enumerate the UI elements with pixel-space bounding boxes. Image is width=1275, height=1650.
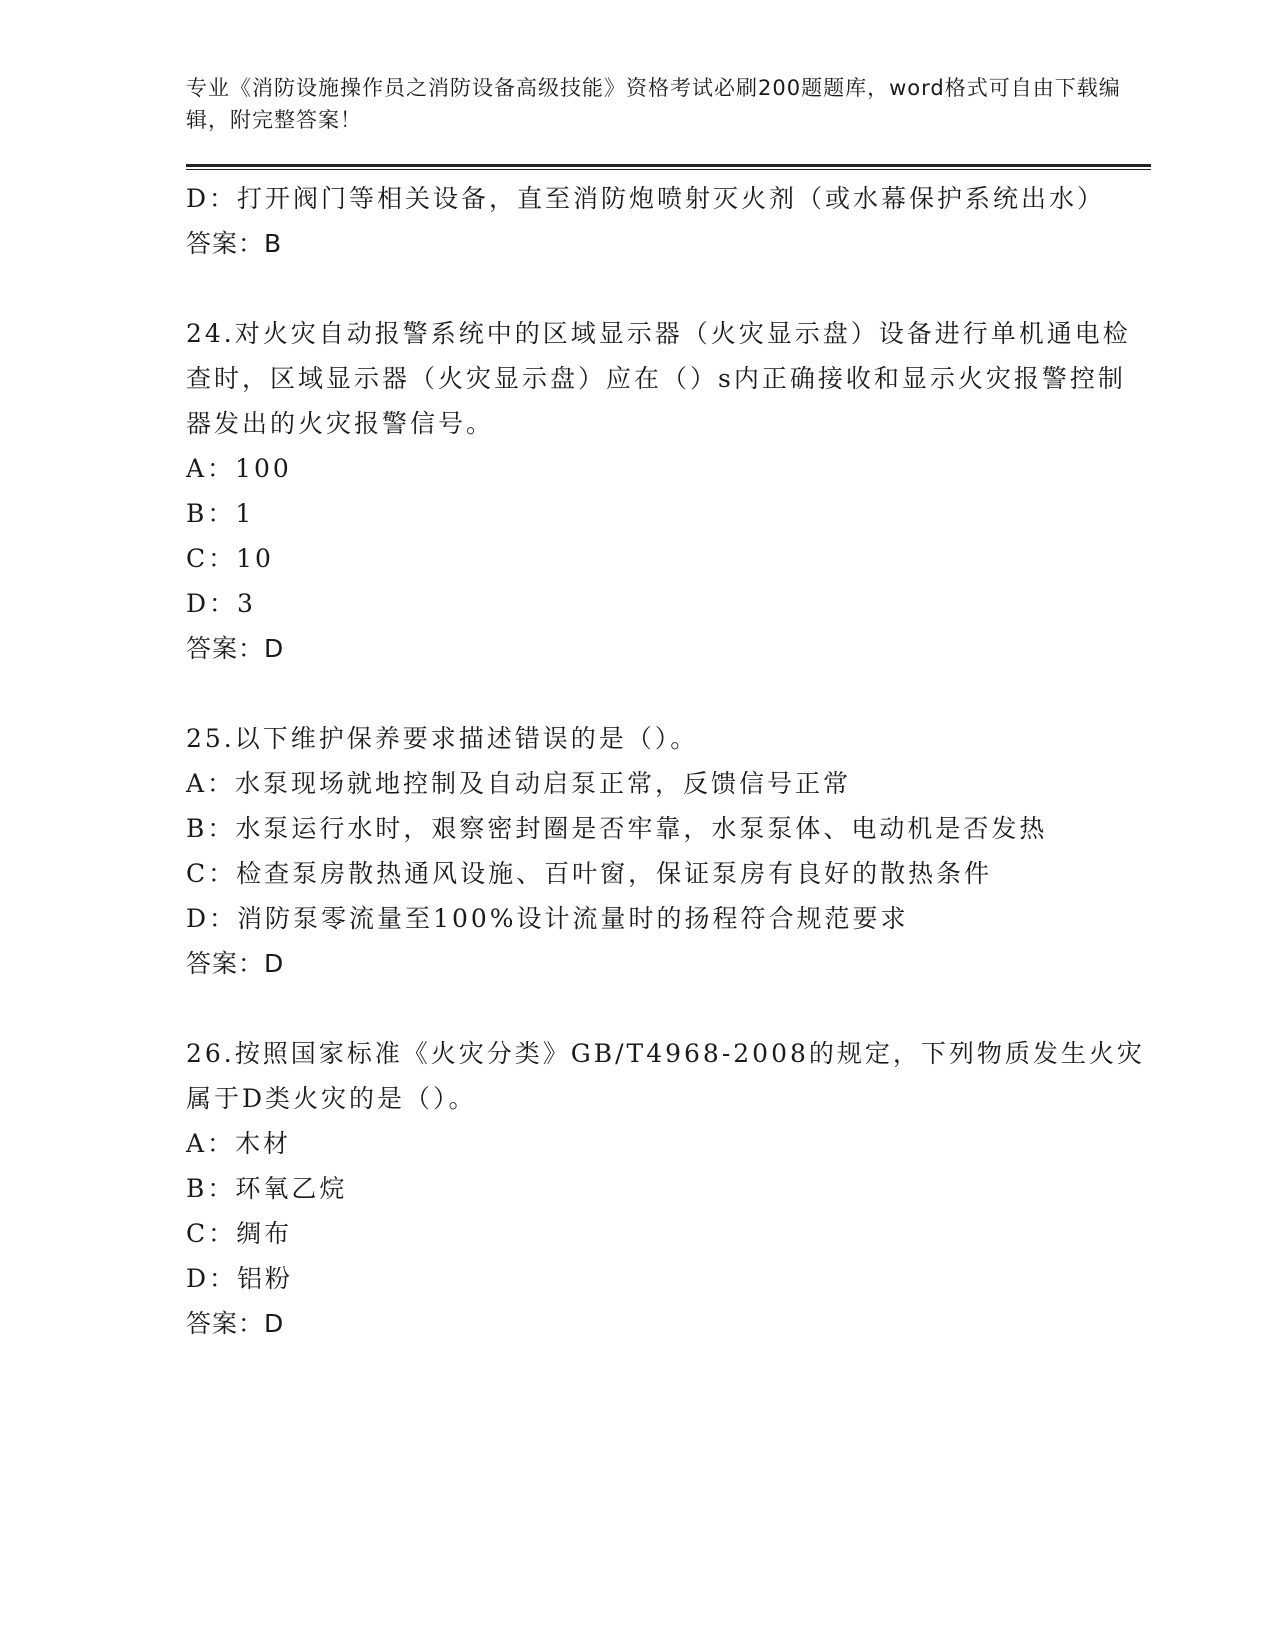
option-b: B：环氧乙烷 [186, 1174, 348, 1203]
question-block [186, 1031, 1151, 1346]
option-a: A：水泵现场就地控制及自动启泵正常，反馈信号正常 [186, 769, 852, 798]
spacer [186, 266, 1151, 311]
question-block [186, 311, 1151, 671]
option-a: A：100 [186, 454, 292, 483]
option-continuation: D：打开阀门等相关设备，直至消防炮喷射灭火剂（或水幕保护系统出水） [186, 184, 1106, 213]
document-page [186, 72, 1151, 1346]
spacer [186, 671, 1151, 716]
header-divider [186, 164, 1151, 170]
answer-line: 答案：D [186, 634, 285, 663]
answer-line: 答案：D [186, 1309, 285, 1338]
option-d: D：铝粉 [186, 1264, 294, 1293]
option-c: C：检查泵房散热通风设施、百叶窗，保证泵房有良好的散热条件 [186, 859, 993, 888]
question-block [186, 176, 1151, 266]
option-c: C：10 [186, 544, 274, 573]
option-c: C：绸布 [186, 1219, 293, 1248]
document-body [186, 176, 1151, 1346]
question-text: 25.以下维护保养要求描述错误的是（）。 [186, 724, 699, 753]
option-d: D：消防泵零流量至100%设计流量时的扬程符合规范要求 [186, 904, 909, 933]
question-text: 26.按照国家标准《火灾分类》GB/T4968-2008的规定，下列物质发生火灾属于D类火灾的是（）。 [186, 1039, 1145, 1113]
option-b: B：1 [186, 499, 255, 528]
document-header: 专业《消防设施操作员之消防设备高级技能》资格考试必刷200题题库，word格式可自由下载编辑，附完整答案！ [186, 76, 1121, 132]
question-text: 24.对火灾自动报警系统中的区域显示器（火灾显示盘）设备进行单机通电检查时，区域显示器（火灾显示盘）应在（）s内正确接收和显示火灾报警控制器发出的火灾报警信号。 [186, 319, 1131, 438]
answer-line: 答案：D [186, 949, 285, 978]
option-a: A：木材 [186, 1129, 292, 1158]
option-b: B：水泵运行水时，艰察密封圈是否牢靠，水泵泵体、电动机是否发热 [186, 814, 1048, 843]
spacer [186, 986, 1151, 1031]
question-block [186, 716, 1151, 986]
answer-line: 答案：B [186, 229, 283, 258]
option-d: D：3 [186, 589, 256, 618]
